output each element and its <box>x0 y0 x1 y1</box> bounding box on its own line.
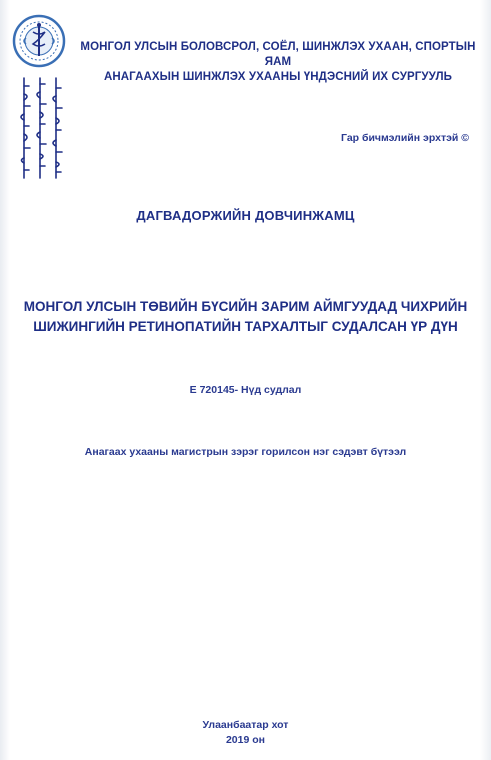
place-and-year <box>0 718 491 748</box>
year: 2019 он <box>225 734 266 746</box>
specialty-code: Е 720145- Нүд судлал <box>189 384 302 396</box>
title-line-1: МОНГОЛ УЛСЫН ТӨВИЙН БҮСИЙН ЗАРИМ АЙМГУУДАД ЧИХРИЙН <box>23 299 468 314</box>
degree-statement: Анагаах ухааны магистрын зэрэг горилсон нэг сэдэвт бүтээл <box>84 446 407 458</box>
ministry-name: МОНГОЛ УЛСЫН БОЛОВСРОЛ, СОЁЛ, ШИНЖЛЭХ УХААН, СПОРТЫН ЯАМ <box>80 41 476 68</box>
city: Улаанбаатар хот <box>202 719 289 731</box>
title-line-2: ШИЖИНГИЙН РЕТИНОПАТИЙН ТАРХАЛТЫГ СУДАЛСАН ҮР ДҮН <box>33 319 458 334</box>
university-name: АНАГААХЫН ШИНЖЛЭХ УХААНЫ ҮНДЭСНИЙ ИХ СУРГУУЛЬ <box>103 71 453 83</box>
university-emblem-icon <box>12 14 66 68</box>
author-name: ДАГВАДОРЖИЙН ДОВЧИНЖАМЦ <box>136 208 355 223</box>
copyright-note: Гар бичмэлийн эрхтэй © <box>341 132 469 144</box>
institution-header <box>78 40 478 85</box>
mongolian-script-name <box>14 74 68 186</box>
thesis-title <box>20 297 471 337</box>
